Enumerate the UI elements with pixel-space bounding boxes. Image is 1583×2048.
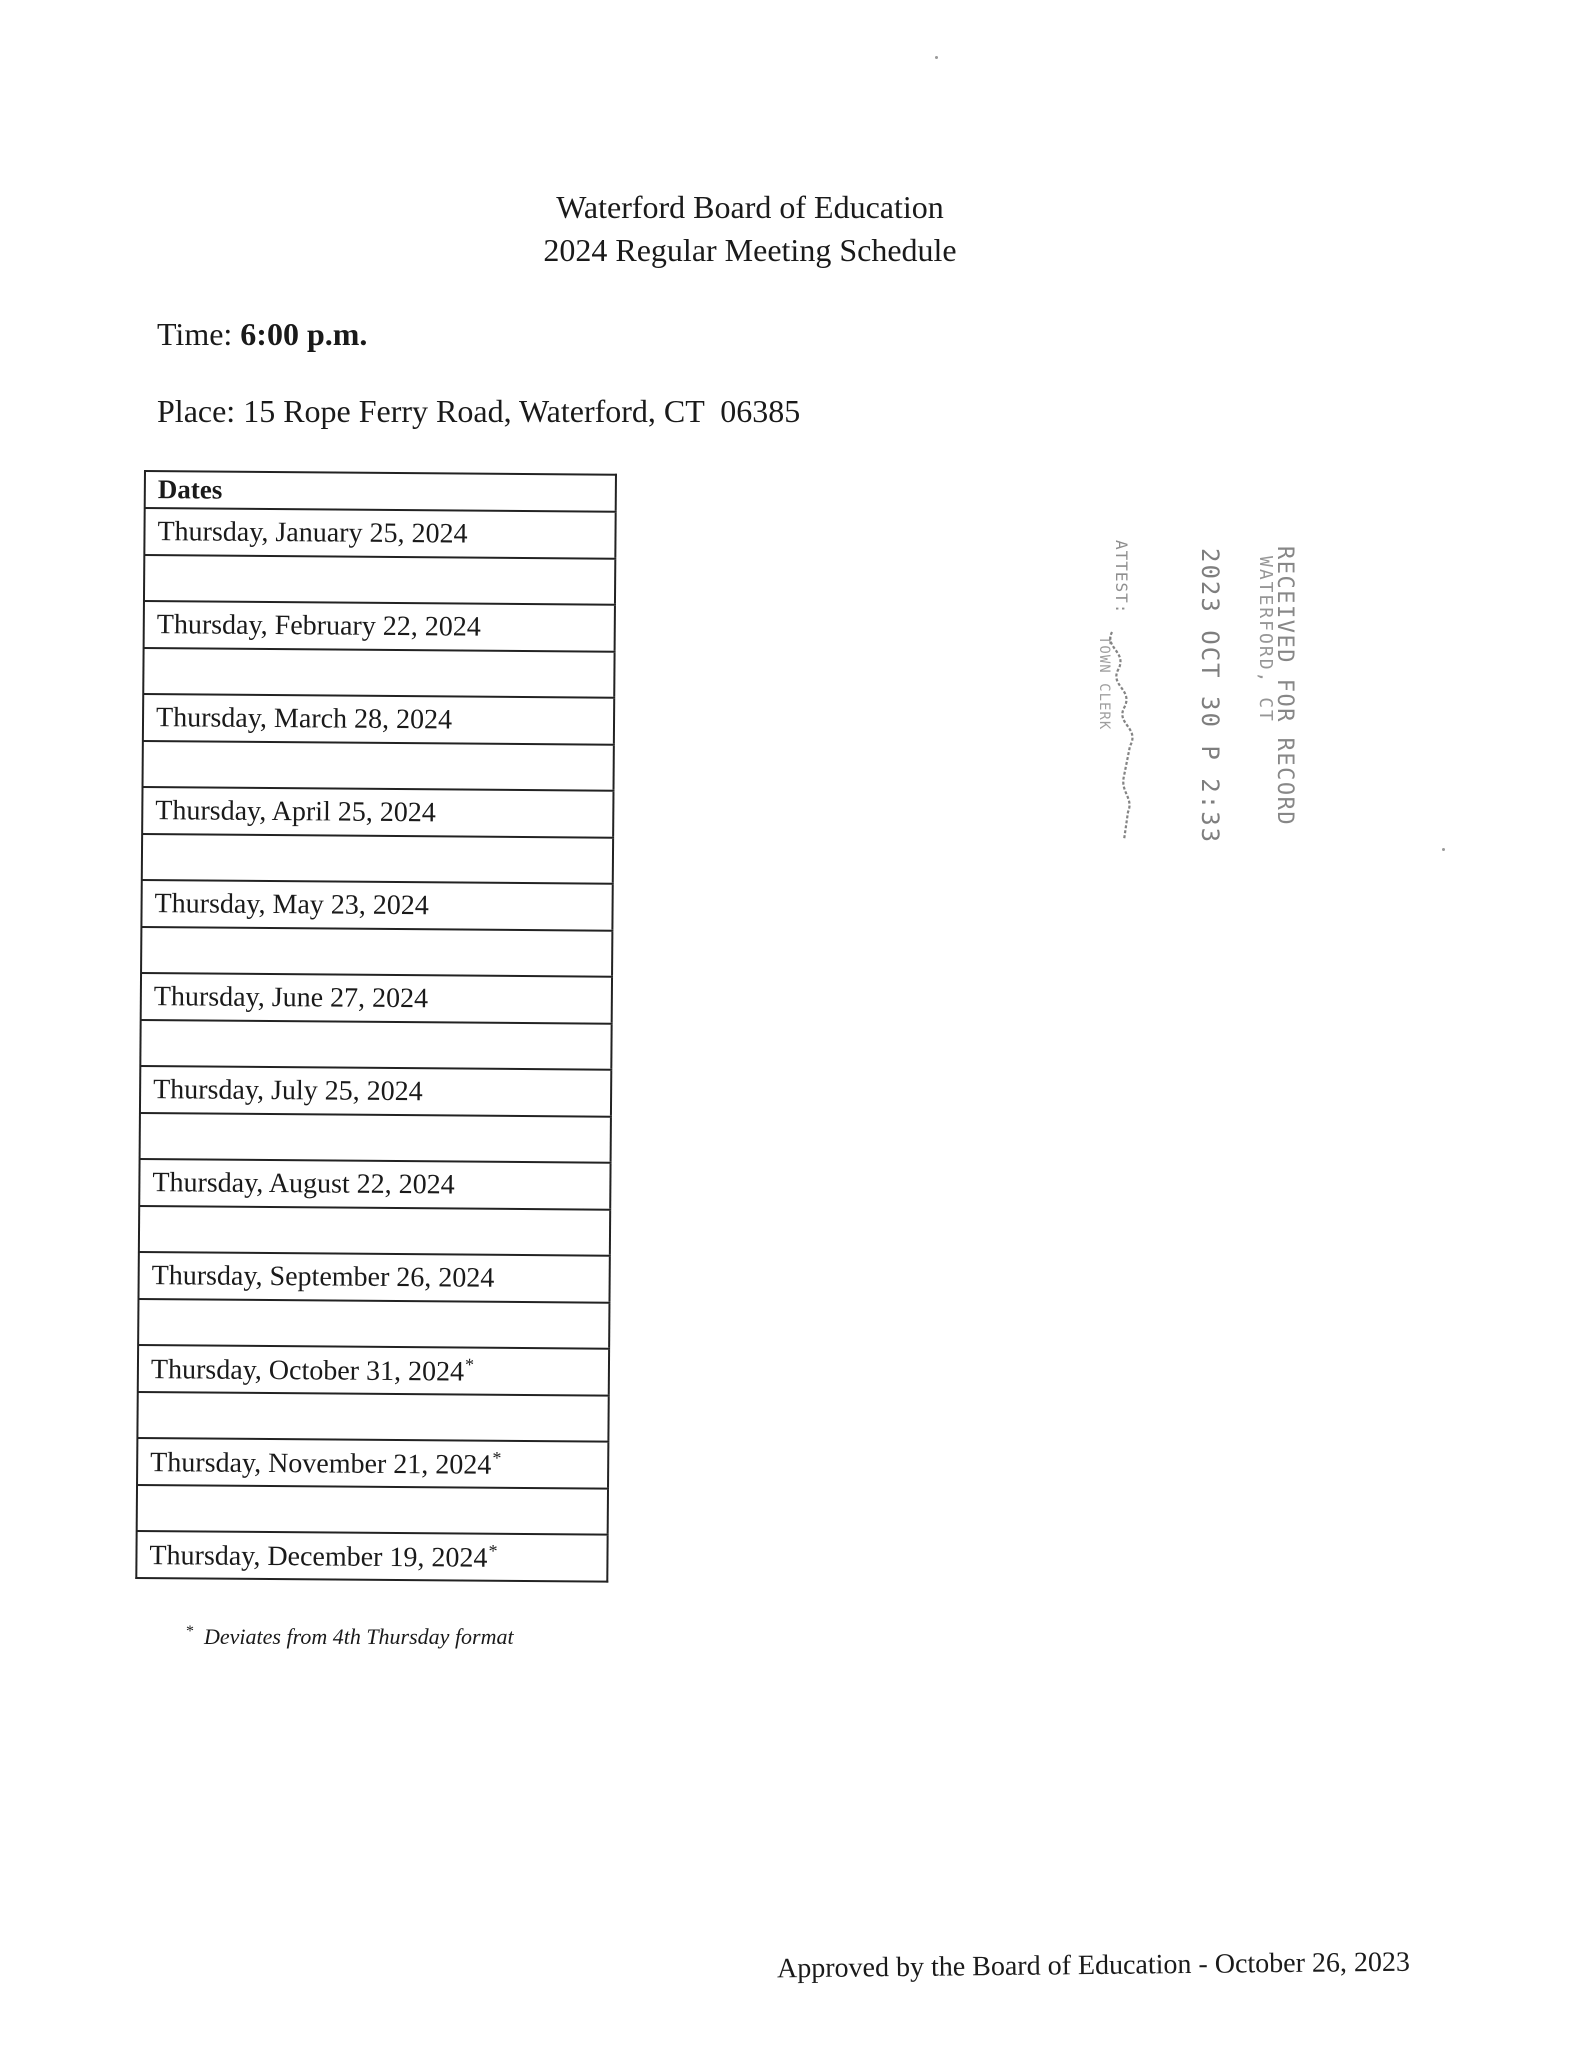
stamp-line-attest: ATTEST:	[1112, 540, 1131, 615]
table-row	[138, 1252, 609, 1303]
meeting-date-cell	[140, 1066, 611, 1117]
blank-cell	[143, 741, 614, 791]
scan-speck	[1442, 848, 1445, 851]
meeting-date-cell	[137, 1438, 608, 1489]
blank-row	[142, 834, 613, 884]
blank-row	[144, 555, 615, 605]
stamp-line-clerk: TOWN CLERK	[1096, 636, 1112, 731]
meeting-date: Thursday, December 19, 2024	[149, 1539, 488, 1574]
received-for-record-stamp	[1094, 540, 1302, 860]
meeting-date-cell	[136, 1531, 607, 1582]
meeting-date-cell	[139, 1159, 610, 1210]
meeting-date: Thursday, August 22, 2024	[152, 1166, 455, 1200]
time-value: 6:00 p.m.	[240, 316, 368, 352]
meeting-date: Thursday, July 25, 2024	[153, 1073, 423, 1107]
meeting-time	[157, 316, 367, 353]
table-row	[139, 1159, 610, 1210]
table-row	[138, 1345, 609, 1396]
meeting-date: Thursday, March 28, 2024	[155, 701, 453, 735]
meeting-date-cell	[144, 601, 615, 652]
table-row	[142, 787, 613, 838]
blank-cell	[140, 1113, 611, 1163]
stamp-line-town: WATERFORD, CT	[1255, 556, 1276, 723]
meeting-place	[157, 393, 800, 430]
meeting-date: Thursday, June 27, 2024	[153, 980, 429, 1014]
meeting-date: Thursday, September 26, 2024	[151, 1259, 495, 1294]
table-row	[144, 601, 615, 652]
table-row	[141, 973, 612, 1024]
blank-row	[138, 1299, 609, 1349]
blank-row	[137, 1392, 608, 1442]
dates-column-header: Dates	[157, 474, 223, 505]
table-row	[143, 694, 614, 745]
meeting-date: Thursday, May 23, 2024	[154, 887, 429, 921]
meeting-dates-table	[135, 470, 617, 1583]
meeting-date: Thursday, January 25, 2024	[157, 515, 468, 550]
approval-note: Approved by the Board of Education - October 26, 2023	[776, 1946, 1411, 1985]
blank-row	[143, 741, 614, 791]
meeting-date-cell	[138, 1252, 609, 1303]
meeting-date-cell	[141, 880, 612, 931]
meeting-date-cell	[141, 973, 612, 1024]
table-row	[140, 1066, 611, 1117]
blank-cell	[137, 1392, 608, 1442]
stamp-line-received: RECEIVED FOR RECORD	[1272, 546, 1297, 827]
schedule-title: 2024 Regular Meeting Schedule	[543, 232, 957, 268]
footnote-asterisk: *	[186, 1623, 194, 1640]
place-value: 15 Rope Ferry Road, Waterford, CT 06385	[243, 393, 801, 429]
blank-cell	[138, 1299, 609, 1349]
scan-speck	[935, 56, 938, 59]
footnote-text: Deviates from 4th Thursday format	[204, 1624, 514, 1649]
stamp-line-datetime: 2023 OCT 30 P 2:33	[1196, 548, 1224, 845]
meeting-date: Thursday, April 25, 2024	[155, 794, 436, 828]
deviation-asterisk: *	[492, 1447, 502, 1468]
blank-row	[140, 1113, 611, 1163]
meeting-date: Thursday, November 21, 2024	[150, 1446, 492, 1481]
deviation-asterisk: *	[465, 1354, 475, 1375]
blank-cell	[142, 834, 613, 884]
blank-cell	[139, 1206, 610, 1256]
meeting-date: Thursday, February 22, 2024	[156, 608, 481, 643]
table-row	[136, 1531, 607, 1582]
blank-cell	[141, 927, 612, 977]
town-clerk-signature	[1110, 632, 1132, 840]
blank-row	[140, 1020, 611, 1070]
organization-name: Waterford Board of Education	[556, 189, 944, 225]
meeting-date-cell	[142, 787, 613, 838]
blank-row	[137, 1485, 608, 1535]
blank-row	[141, 927, 612, 977]
blank-row	[143, 648, 614, 698]
document-title-block	[490, 186, 1010, 272]
table-header-row	[145, 471, 616, 512]
meeting-date-cell	[143, 694, 614, 745]
blank-row	[139, 1206, 610, 1256]
time-label: Time:	[157, 316, 233, 352]
meeting-date: Thursday, October 31, 2024	[150, 1353, 465, 1388]
meeting-date-cell	[144, 508, 615, 559]
blank-cell	[144, 555, 615, 605]
deviation-asterisk: *	[488, 1540, 498, 1561]
footnote	[186, 1623, 514, 1650]
table-row	[144, 508, 615, 559]
blank-cell	[143, 648, 614, 698]
meeting-date-cell	[138, 1345, 609, 1396]
place-label: Place:	[157, 393, 236, 429]
blank-cell	[137, 1485, 608, 1535]
table-row	[137, 1438, 608, 1489]
blank-cell	[140, 1020, 611, 1070]
table-row	[141, 880, 612, 931]
